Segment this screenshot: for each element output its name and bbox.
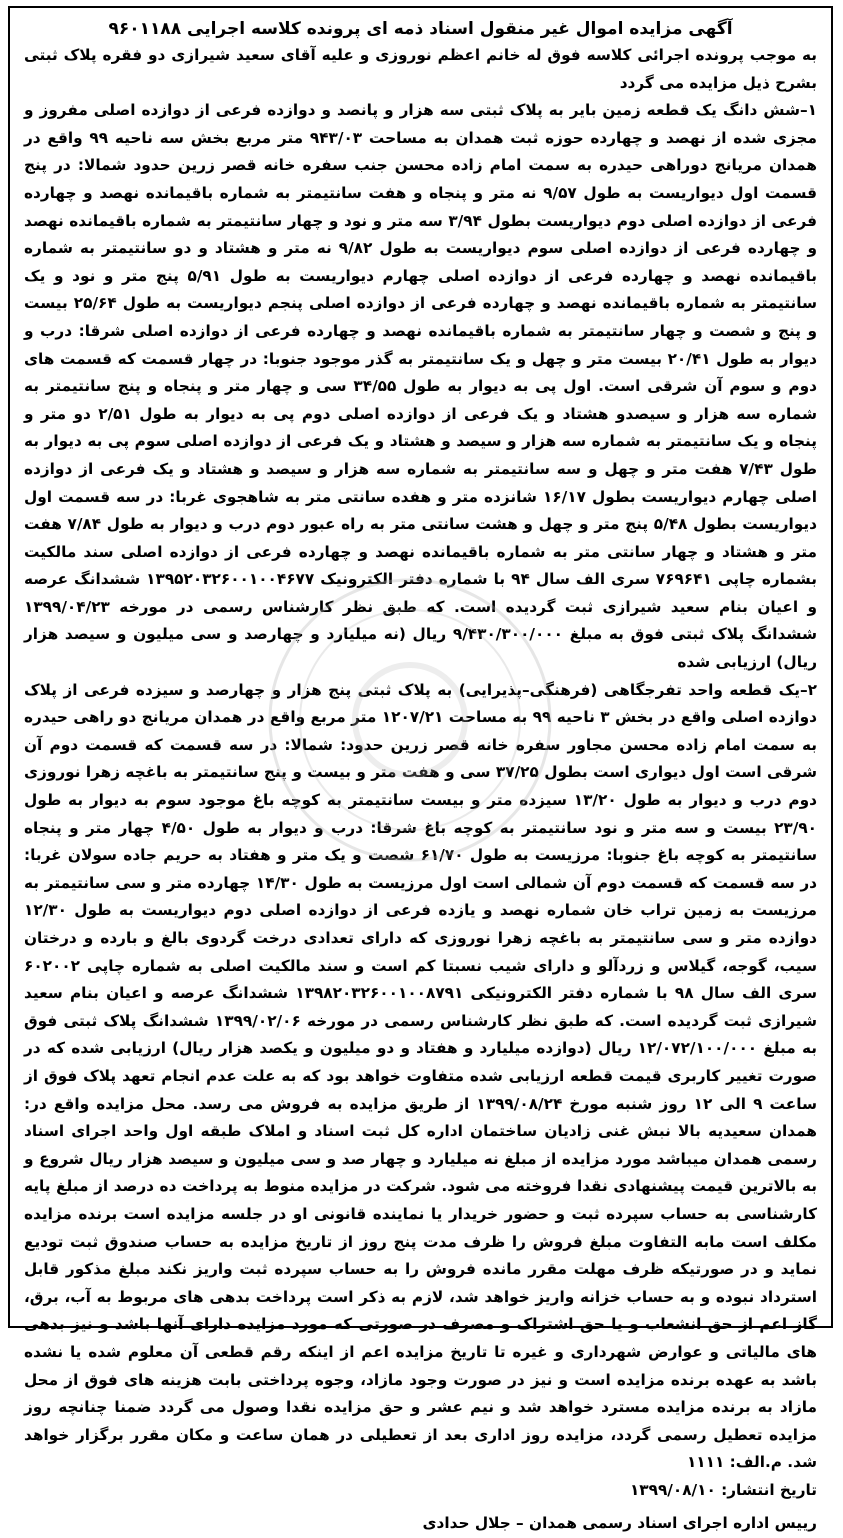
notice-frame	[8, 6, 833, 1533]
publication-date: تاریخ انتشار: ۱۳۹۹/۰۸/۱۰	[629, 1480, 817, 1499]
notice-intro: به موجب پرونده اجرائی کلاسه فوق له خانم اعظم نوروزی و علیه آقای سعید شیرازی دو فقره پلاک ثبتی بشرح ذیل مزایده می گردد	[24, 46, 817, 92]
notice-paragraph-1: ۱–شش دانگ یک قطعه زمین بایر به پلاک ثبتی سه هزار و پانصد و دوازده فرعی از دوازده اصلی مفروز و مجزی شده از نهصد و چهارده حوزه ثبت همدان به مساحت ۹۴۳/۰۳ متر مربع بخش سه ناحیه ۹۹ واقع در همدان مریانج دوراهی حیدره به سمت امام زاده محسن جنب سفره خانه قصر زرین حدود شمالا: در پنج قسمت اول دیواریست به طول ۹/۵۷ نه متر و پنجاه و هفت سانتیمتر به شماره باقیمانده نهصد و چهارده فرعی از دوازده اصلی دوم دیواریست بطول ۳/۹۴ سه متر و نود و چهار سانتیمتر به شماره باقیمانده نهصد و چهارده فرعی از دوازده اصلی سوم دیواریست به طول ۹/۸۲ نه متر و هشتاد و دو سانتیمتر به شماره باقیمانده نهصد و چهارده فرعی از دوازده اصلی چهارم دیواریست به طول ۵/۹۱ پنج متر و نود و یک سانتیمتر به شماره باقیمانده نهصد و چهارده فرعی از دوازده اصلی پنجم دیواریست به طول ۲۵/۶۴ بیست و پنج و شصت و چهار سانتیمتر به شماره باقیمانده نهصد و چهارده فرعی از دوازده اصلی شرقا: درب و دیوار به طول ۲۰/۴۱ بیست متر و چهل و یک سانتیمتر به گذر موجود جنوبا: در چهار قسمت که قسمت های دوم و سوم آن شرقی است. اول پی به دیوار به طول ۳۴/۵۵ سی و چهار متر و پنجاه و پنج سانتیمتر به شماره سه هزار و سیصدو هشتاد و یک فرعی از دوازده اصلی دوم پی به دیوار به طول ۲/۵۱ دو متر و پنجاه و یک سانتیمتر به شماره سه هزار و سیصد و هشتاد و یک فرعی از دوازده اصلی سوم پی به دیوار به طول ۷/۴۳ هفت متر و چهل و سه سانتیمتر به شماره سه هزار و سیصد و هشتاد و یک فرعی از دوازده اصلی چهارم دیواریست بطول ۱۶/۱۷ شانزده متر و هفده سانتی متر به شاهجوی غربا: در سه قسمت اول دیواریست بطول ۵/۴۸ پنج متر و چهل و هشت سانتی متر به راه عبور دوم درب و دیوار به طول ۷/۸۴ هفت متر و هشتاد و چهار سانتی متر به شماره باقیمانده نهصد و چهارده فرعی از دوازده اصلی سند مالکیت بشماره چاپی ۷۶۹۶۴۱ سری الف سال ۹۴ با شماره دفتر الکترونیک ۱۳۹۵۲۰۳۲۶۰۰۱۰۰۴۶۷۷ ششدانگ عرصه و اعیان بنام سعید شیرازی ثبت گردیده است. که طبق نظر کارشناس رسمی در مورخه ۱۳۹۹/۰۴/۲۳ ششدانگ پلاک ثبتی فوق به مبلغ ۹/۴۳۰/۳۰۰/۰۰۰ ریال (نه میلیارد و چهارصد و سی میلیون و سیصد هزار ریال) ارزیابی شده	[24, 101, 818, 672]
notice-paragraph-2: ۲–یک قطعه واحد تفرجگاهی (فرهنگی–پذیرایی) به پلاک ثبتی پنج هزار و چهارصد و سیزده فرعی از پلاک دوازده اصلی واقع در بخش ۳ ناحیه ۹۹ به مساحت ۱۲۰۷/۲۱ متر مربع واقع در همدان مریانج دو راهی حیدره به سمت امام زاده محسن مجاور سفره خانه قصر زرین حدود: شمالا: در سه قسمت که قسمت دوم آن شرقی است اول دیواری است بطول ۳۷/۲۵ سی و هفت متر و بیست و پنج سانتیمتر به باغچه زهرا نوروزی دوم درب و دیوار به طول ۱۳/۲۰ سیزده متر و بیست سانتیمتر به کوچه باغ موجود سوم به دیوار به طول ۲۳/۹۰ بیست و سه متر و نود سانتیمتر به کوچه باغ شرقا: درب و دیوار به طول ۴/۵۰ چهار متر و پنجاه سانتیمتر به کوچه باغ جنوبا: مرزیست به طول ۶۱/۷۰ شصت و یک متر و هفتاد به حریم جاده سولان غربا: در سه قسمت که قسمت دوم آن شمالی است اول مرزیست به طول ۱۴/۳۰ چهارده متر و سی سانتیمتر به مرزیست به زمین تراب خان شماره نهصد و یازده فرعی از دوازده اصلی دوم دیواریست به طول ۱۲/۳۰ دوازده متر و سی سانتیمتر به باغچه زهرا نوروزی که دارای تعدادی درخت گردوی بالغ و بارده و درختان سیب، گوجه، گیلاس و زردآلو و دارای شیب نسبتا کم است و سند مالکیت اصلی به شماره چاپی ۶۰۲۰۰۲ سری الف سال ۹۸ با شماره دفتر الکترونیکی ۱۳۹۸۲۰۳۲۶۰۰۱۰۰۸۷۹۱ ششدانگ عرصه و اعیان بنام سعید شیرازی ثبت گردیده است. که طبق نظر کارشناس رسمی در مورخه ۱۳۹۹/۰۲/۰۶ ششدانگ پلاک ثبتی فوق به مبلغ ۱۲/۰۷۲/۱۰۰/۰۰۰ ریال (دوازده میلیارد و هفتاد و دو میلیون و یکصد هزار ریال) ارزیابی شده که در صورت تغییر کاربری قیمت قطعه ارزیابی شده متفاوت خواهد بود که به علت عدم انجام تعهد پلاک فوق از ساعت ۹ الی ۱۲ روز شنبه مورخ ۱۳۹۹/۰۸/۲۴ از طریق مزایده به فروش می رسد. محل مزایده واقع در: همدان سعیدیه بالا نبش غنی زادیان ساختمان اداره کل ثبت اسناد و املاک طبقه اول واحد اجرای اسناد رسمی همدان میباشد مورد مزایده از مبلغ نه میلیارد و چهار صد و سی میلیون و سیصد هزار ریال شروع و به بالاترین قیمت پیشنهادی نقدا فروخته می شود. شرکت در مزایده منوط به پرداخت ده درصد از مبلغ پایه کارشناسی به حساب سپرده ثبت و حضور خریدار یا نماینده قانونی او در جلسه مزایده است برنده مزایده مکلف است مابه التفاوت مبلغ فروش را ظرف مدت پنج روز از تاریخ مزایده به حساب صندوق ثبت تودیع نماید و در صورتیکه ظرف مهلت مقرر مانده فروش را به حساب سپرده ثبت واریز نکند مبلغ مذکور قابل استرداد نبوده و به حساب خزانه واریز خواهد شد، لازم به ذکر است پرداخت بدهی های مربوط به آب، برق، گاز اعم از حق انشعاب و یا حق اشتراک و مصرف در صورتی که مورد مزایده دارای آنها باشد و نیز بدهی های مالیاتی و عوارض شهرداری و غیره تا تاریخ مزایده اعم از اینکه رقم قطعی آن معلوم شده یا نشده باشد به عهده برنده مزایده است و نیز در صورت وجود مازاد، وجوه پرداختی بابت هزینه های فوق از محل مازاد به برنده مزایده مسترد خواهد شد و نیم عشر و حق مزایده نقدا وصول می گردد ضمنا چنانچه روز مزایده تعطیل رسمی گردد، مزایده روز اداری بعد از تعطیلی در همان ساعت و مکان مقرر برگزار خواهد شد. م.الف: ۱۱۱۱	[24, 680, 818, 1472]
notice-title: آگهی مزایده اموال غیر منقول اسناد ذمه ای پرونده کلاسه اجرایی ۹۶۰۱۱۸۸	[108, 19, 733, 39]
signature-line: رییس اداره اجرای اسناد رسمی همدان – جلال حدادی	[422, 1514, 817, 1533]
